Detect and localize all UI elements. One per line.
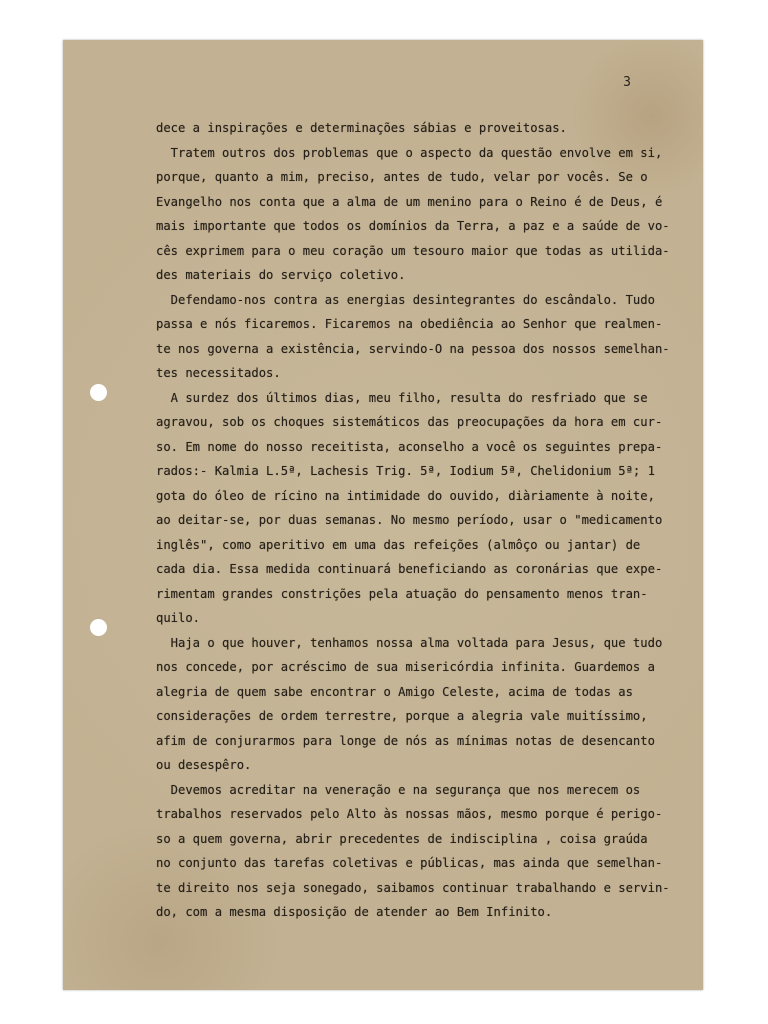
text-line: cada dia. Essa medida continuará beneficiando as coronárias que expe-: [156, 562, 663, 576]
text-line: do, com a mesma disposição de atender ao Bem Infinito.: [156, 905, 553, 919]
document-page: [63, 40, 703, 990]
text-line: alegria de quem sabe encontrar o Amigo Celeste, acima de todas as: [156, 684, 633, 699]
text-line: nos concede, por acréscimo de sua misericórdia infinita. Guardemos a: [156, 660, 655, 674]
text-line: agravou, sob os choques sistemáticos das preocupações da hora em cur-: [156, 415, 663, 429]
text-line: so. Em nome do nosso receitista, aconselho a você os seguintes prepa-: [156, 439, 663, 454]
text-line: mais importante que todos os domínios da Terra, a paz e a saúde de vo-: [156, 219, 670, 233]
text-line: gota do óleo de rícino na intimidade do ouvido, diàriamente à noite,: [156, 488, 655, 503]
text-line: Defendamo-nos contra as energias desintegrantes do escândalo. Tudo: [156, 292, 655, 307]
text-line: no conjunto das tarefas coletivas e públicas, mas ainda que semelhan-: [156, 856, 663, 870]
text-line: rados:- Kalmia L.5ª, Lachesis Trig. 5ª, Iodium 5ª, Chelidonium 5ª; 1: [156, 464, 655, 478]
text-line: ao deitar-se, por duas semanas. No mesmo período, usar o "medicamento: [156, 513, 663, 527]
text-line: dece a inspirações e determinações sábias e proveitosas.: [156, 121, 567, 135]
text-line: quilo.: [156, 611, 201, 625]
punch-hole: [90, 384, 107, 401]
text-line: porque, quanto a mim, preciso, antes de tudo, velar por vocês. Se o: [156, 170, 648, 184]
text-line: A surdez dos últimos dias, meu filho, resulta do resfriado que se: [156, 390, 648, 405]
text-line: trabalhos reservados pelo Alto às nossas mãos, mesmo porque é perigo-: [156, 807, 663, 821]
text-line: afim de conjurarmos para longe de nós as mínimas notas de desencanto: [156, 733, 655, 748]
text-line: te nos governa a existência, servindo-O na pessoa dos nossos semelhan-: [156, 341, 670, 356]
text-line: des materiais do serviço coletivo.: [156, 268, 406, 282]
text-line: considerações de ordem terrestre, porque a alegria vale muitíssimo,: [156, 709, 648, 723]
punch-hole: [90, 619, 107, 636]
text-line: inglês", como aperitivo em uma das refeições (almôço ou jantar) de: [156, 537, 641, 552]
text-line: Tratem outros dos problemas que o aspecto da questão envolve em si,: [156, 145, 663, 160]
text-line: passa e nós ficaremos. Ficaremos na obediência ao Senhor que realmen-: [156, 317, 663, 331]
typewritten-body: [156, 116, 686, 925]
text-line: Devemos acreditar na veneração e na segurança que nos merecem os: [156, 782, 641, 797]
text-line: so a quem governa, abrir precedentes de indisciplina , coisa graúda: [156, 831, 648, 846]
text-line: ou desespêro.: [156, 758, 252, 772]
text-line: Evangelho nos conta que a alma de um menino para o Reino é de Deus, é: [156, 194, 663, 209]
text-line: tes necessitados.: [156, 366, 281, 380]
text-line: cês exprimem para o meu coração um tesouro maior que todas as utilida-: [156, 243, 670, 258]
text-line: te direito nos seja sonegado, saibamos continuar trabalhando e servin-: [156, 880, 670, 895]
text-line: rimentam grandes constrições pela atuação do pensamento menos tran-: [156, 586, 648, 601]
page-number: 3: [623, 75, 631, 90]
text-line: Haja o que houver, tenhamos nossa alma voltada para Jesus, que tudo: [156, 635, 663, 650]
